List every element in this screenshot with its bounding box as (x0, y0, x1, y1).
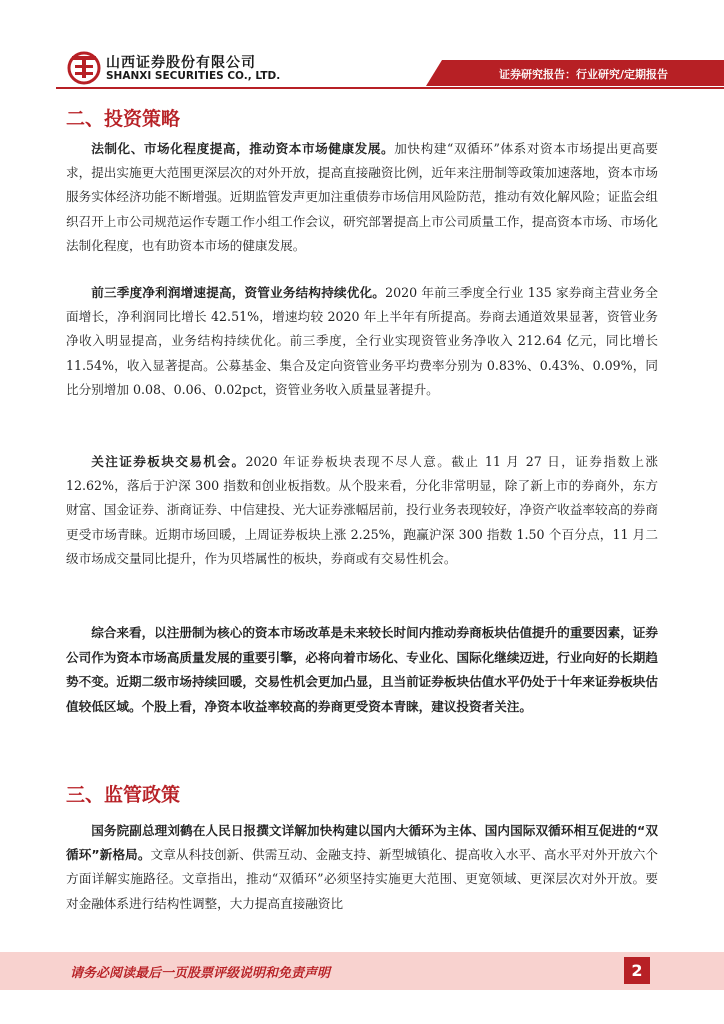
paragraph-body: 文章从科技创新、供需互动、金融支持、新型城镇化、提高收入水平、高水平对外开放六个方面详解实施路径。文章指出，推动“双循环”必须坚持实施更大范围、更宽领域、更深层次对外开放。要对金融体系进行结构性调整，大力提高直接融资比 (66, 847, 659, 911)
footer-disclaimer: 请务必阅读最后一页股票评级说明和免责声明 (70, 966, 331, 981)
section-title-investment-strategy: 二、投资策略 (66, 108, 181, 130)
paragraph-lead: 法制化、市场化程度提高，推动资本市场健康发展。 (91, 141, 395, 156)
paragraph (66, 819, 658, 916)
paragraph-lead: 前三季度净利润增速提高，资管业务结构持续优化。 (91, 285, 386, 300)
paragraph-body: 2020 年前三季度全行业 135 家券商主营业务全面增长，净利润同比增长 42.51%，增速均较 2020 年上半年有所提高。券商去通道效果显著，资管业务净收入明显提高，业务结构持续优化。前三季度，全行业实现资管业务净收入 212.64 亿元，同比增长 11.54%，收入显著提高。公募基金、集合及定向资管业务平均费率分别为 0.83%、0.43%、0.09%，同比分别增加 0.08、0.06、0.02pct，资管业务收入质量显著提升。 (66, 285, 658, 397)
summary-paragraph (66, 621, 658, 719)
report-type: 证券研究报告：行业研究/定期报告 (498, 68, 668, 81)
paragraph-lead: 国务院副总理刘鹤在人民日报撰文详解加快构建以国内大循环为主体、国内国际双循环相互促进的“双循环”新格局。 (66, 823, 658, 863)
paragraph-lead: 综合来看，以注册制为核心的资本市场改革是未来较长时间内推动券商板块估值提升的重要因素，证券公司作为资本市场高质量发展的重要引擎，必将向着市场化、专业化、国际化继续迈进，行业向好的长期趋势不变。近期二级市场持续回暖，交易性机会更加凸显，且当前证券板块估值水平仍处于十年来证券板块估值较低区域。个股上看，净资本收益率较高的券商更受资本青睐，建议投资者关注。 (66, 625, 658, 714)
page-number: 2 (624, 957, 650, 984)
paragraph-body: 2020 年证券板块表现不尽人意。截止 11 月 27 日，证券指数上涨 12.62%，落后于沪深 300 指数和创业板指数。从个股来看，分化非常明显，除了新上市的券商外，东方财富、国金证券、浙商证券、中信建投、光大证券涨幅居前，投行业务表现较好，净资产收益率较高的券商更受市场青睐。近期市场回暖，上周证券板块上涨 2.25%，跑赢沪深 300 指数 1.50 个百分点，11 月二级市场成交量同比提升，作为贝塔属性的板块，券商或有交易性机会。 (66, 454, 658, 566)
section-title-regulatory-policy: 三、监管政策 (66, 784, 181, 806)
paragraph-body: 加快构建“双循环”体系对资本市场提出更高要求，提出实施更大范围更深层次的对外开放，提高直接融资比例，近年来注册制等政策加速落地，资本市场服务实体经济功能不断增强。近期监管发声更加注重债券市场信用风险防范，推动有效化解风险；证监会组织召开上市公司规范运作专题工作小组工作会议，研究部署提高上市公司质量工作，提高资本市场、市场化法制化程度，也有助资本市场的健康发展。 (66, 141, 658, 253)
paragraph (66, 450, 658, 571)
company-name-en: SHANXI SECURITIES CO., LTD. (106, 70, 281, 82)
page-header (0, 0, 724, 96)
paragraph-lead: 关注证券板块交易机会。 (91, 454, 246, 469)
paragraph (66, 281, 658, 402)
paragraph (66, 137, 658, 258)
company-logo-icon (64, 50, 104, 86)
header-divider (56, 87, 724, 89)
company-name-cn: 山西证券股份有限公司 (106, 55, 256, 71)
